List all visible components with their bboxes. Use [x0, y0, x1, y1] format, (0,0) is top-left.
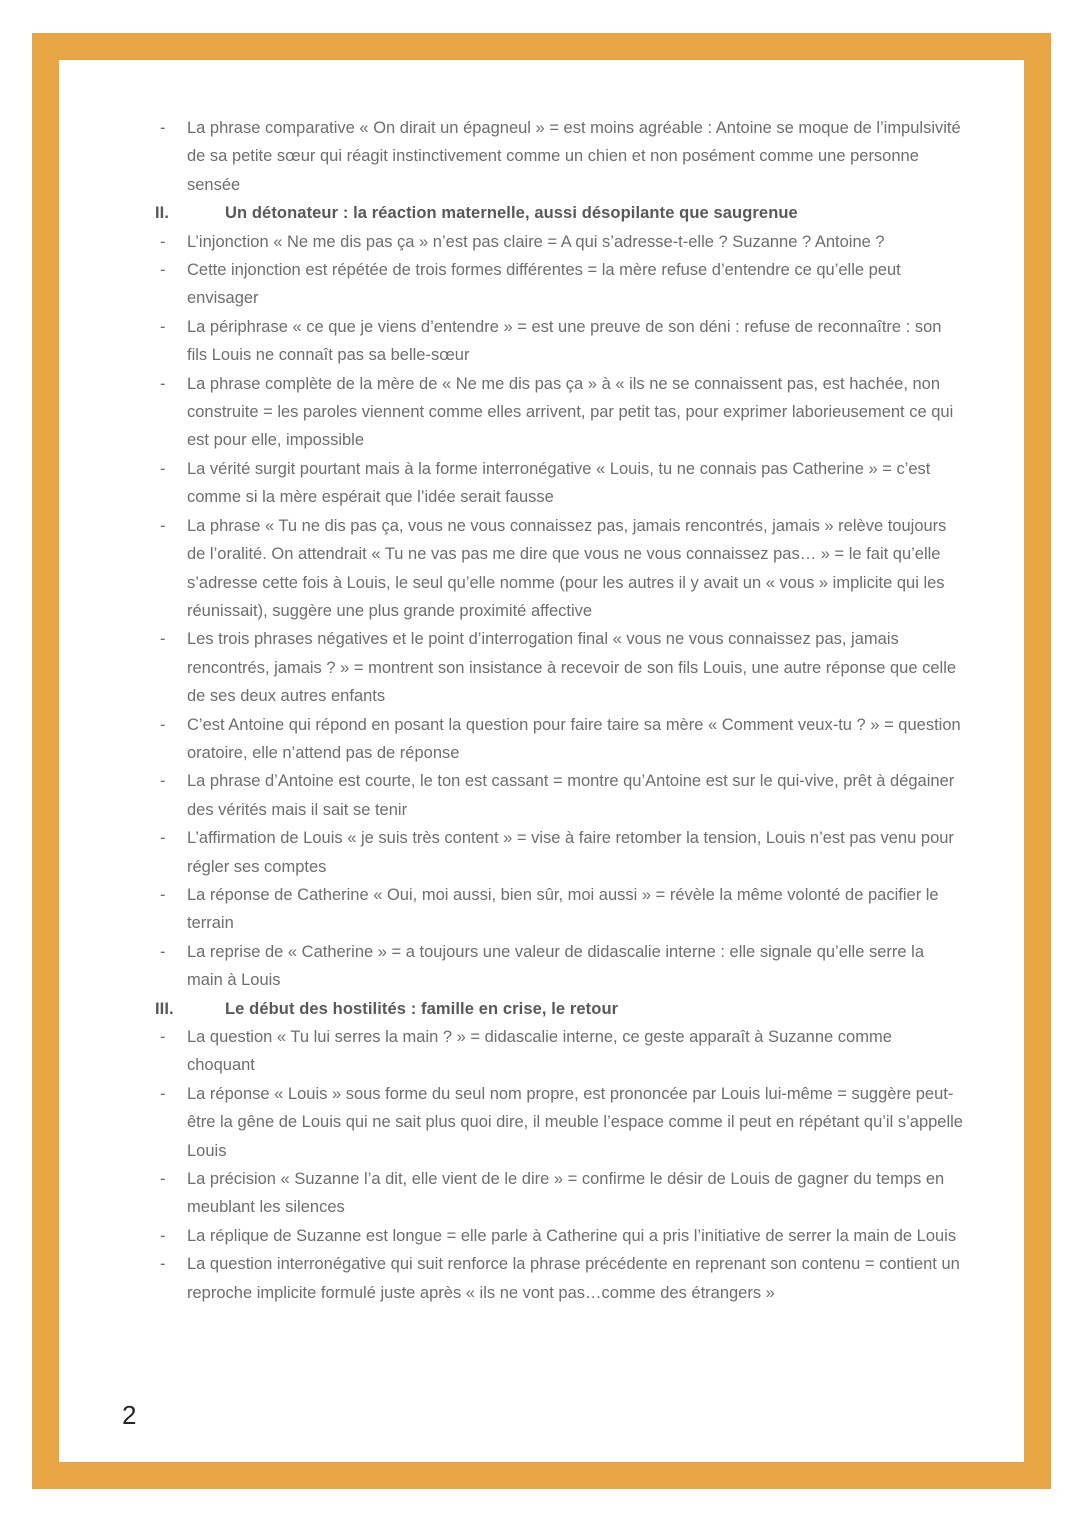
bullet-item [158, 1250, 963, 1307]
bullet-text: La phrase « Tu ne dis pas ça, vous ne vous connaissez pas, jamais rencontrés, jamais » relève toujours de l’oralité. On attendrait « Tu ne vas pas me dire que vous ne vous connaissez pas… » = le fait qu’elle s’adresse cette fois à Louis, le seul qu’elle nomme (pour les autres il y avait un « vous » implicite qui les réunissait), suggère une plus grande proximité affective [187, 516, 947, 620]
bullet-item [158, 313, 963, 370]
bullet-text: La réplique de Suzanne est longue = elle parle à Catherine qui a pris l’initiative de serrer la main de Louis [187, 1226, 957, 1245]
bullet-text: La réponse de Catherine « Oui, moi aussi, bien sûr, moi aussi » = révèle la même volonté de pacifier le terrain [187, 885, 939, 933]
bullet-item [158, 938, 963, 995]
bullet-item [158, 625, 963, 710]
bullet-item [158, 256, 963, 313]
bullet-item [158, 455, 963, 512]
section-heading [155, 995, 963, 1023]
dash-bullet: - [160, 885, 166, 904]
bullet-text: La question « Tu lui serres la main ? » = didascalie interne, ce geste apparaît à Suzanne comme choquant [187, 1028, 892, 1075]
bullet-item [158, 767, 963, 824]
bullet-text: La vérité surgit pourtant mais à la forme interronégative « Louis, tu ne connais pas Catherine » = c’est comme si la mère espérait que l’idée serait fausse [187, 459, 931, 507]
section-number: II. [155, 204, 170, 223]
bullet-text: La phrase d’Antoine est courte, le ton est cassant = montre qu’Antoine est sur le qui-vive, prêt à dégainer des vérités mais il sait se tenir [187, 772, 955, 819]
dash-bullet: - [160, 232, 166, 251]
dash-bullet: - [160, 516, 166, 535]
page-number: 2 [122, 1400, 137, 1430]
bullet-text: La précision « Suzanne l’a dit, elle vient de le dire » = confirme le désir de Louis de gagner du temps en meublant les silences [187, 1170, 945, 1217]
bullet-item [158, 228, 963, 256]
section-title: Le début des hostilités : famille en crise, le retour [225, 999, 619, 1018]
dash-bullet: - [160, 1226, 166, 1245]
dash-bullet: - [160, 772, 166, 791]
bullet-text: La réponse « Louis » sous forme du seul nom propre, est prononcée par Louis lui-même = suggère peut-être la gêne de Louis qui ne sait plus quoi dire, il meuble l’espace comme il peut en répétant qu’il s’appelle Louis [187, 1084, 963, 1160]
bullet-text: La reprise de « Catherine » = a toujours une valeur de didascalie interne : elle signale qu’elle serre la main à Louis [187, 942, 924, 990]
section-title: Un détonateur : la réaction maternelle, aussi désopilante que saugrenue [225, 204, 798, 223]
bullet-text: Les trois phrases négatives et le point d’interrogation final « vous ne vous connaissez pas, jamais rencontrés, jamais ? » = montrent son insistance à recevoir de son fils Louis, une autre réponse que celle de ses deux autres enfants [187, 630, 957, 706]
bullet-item [158, 1165, 963, 1222]
section-number: III. [155, 999, 174, 1018]
bullet-text: La périphrase « ce que je viens d’entendre » = est une preuve de son déni : refuse de reconnaître : son fils Louis ne connaît pas sa belle-sœur [187, 317, 942, 365]
dash-bullet: - [160, 829, 166, 848]
dash-bullet: - [160, 1170, 166, 1189]
bullet-item [158, 881, 963, 938]
document-page [59, 60, 1024, 1462]
dash-bullet: - [160, 1084, 166, 1103]
bullet-text: La phrase comparative « On dirait un épagneul » = est moins agréable : Antoine se moque de l’impulsivité de sa petite sœur qui réagit instinctivement comme un chien et non posément comme une personne sensée [187, 119, 961, 194]
analysis-list [155, 114, 963, 1307]
section-heading [155, 199, 963, 227]
dash-bullet: - [160, 942, 166, 961]
bullet-item [158, 512, 963, 626]
bullet-item [158, 824, 963, 881]
bullet-text: L’injonction « Ne me dis pas ça » n’est pas claire = A qui s’adresse-t-elle ? Suzanne ? Antoine ? [187, 232, 885, 251]
dash-bullet: - [160, 1028, 166, 1046]
dash-bullet: - [160, 630, 166, 649]
dash-bullet: - [160, 459, 166, 478]
bullet-item [158, 370, 963, 455]
bullet-text: L’affirmation de Louis « je suis très content » = vise à faire retomber la tension, Louis n’est pas venu pour régler ses comptes [187, 829, 954, 876]
bullet-text: C’est Antoine qui répond en posant la question pour faire taire sa mère « Comment veux-tu ? » = question oratoire, elle n’attend pas de réponse [187, 715, 961, 762]
dash-bullet: - [160, 119, 166, 137]
dash-bullet: - [160, 261, 166, 280]
bullet-item [158, 1080, 963, 1165]
dash-bullet: - [160, 1255, 166, 1274]
bullet-text: La phrase complète de la mère de « Ne me dis pas ça » à « ils ne se connaissent pas, est hachée, non construite = les paroles viennent comme elles arrivent, par petit tas, pour exprimer laborieusement ce qui est pour elle, impossible [187, 374, 954, 450]
dash-bullet: - [160, 715, 166, 734]
dash-bullet: - [160, 317, 166, 336]
bullet-text: La question interronégative qui suit renforce la phrase précédente en reprenant son contenu = contient un reproche implicite formulé juste après « ils ne vont pas…comme des étrangers » [187, 1255, 960, 1302]
page-border-frame [32, 33, 1051, 1489]
bullet-item [158, 711, 963, 768]
bullet-text: Cette injonction est répétée de trois formes différentes = la mère refuse d’entendre ce qu’elle peut envisager [187, 261, 901, 308]
dash-bullet: - [160, 374, 166, 393]
bullet-item [158, 1023, 963, 1080]
bullet-item [158, 1222, 963, 1250]
bullet-item [158, 114, 963, 199]
